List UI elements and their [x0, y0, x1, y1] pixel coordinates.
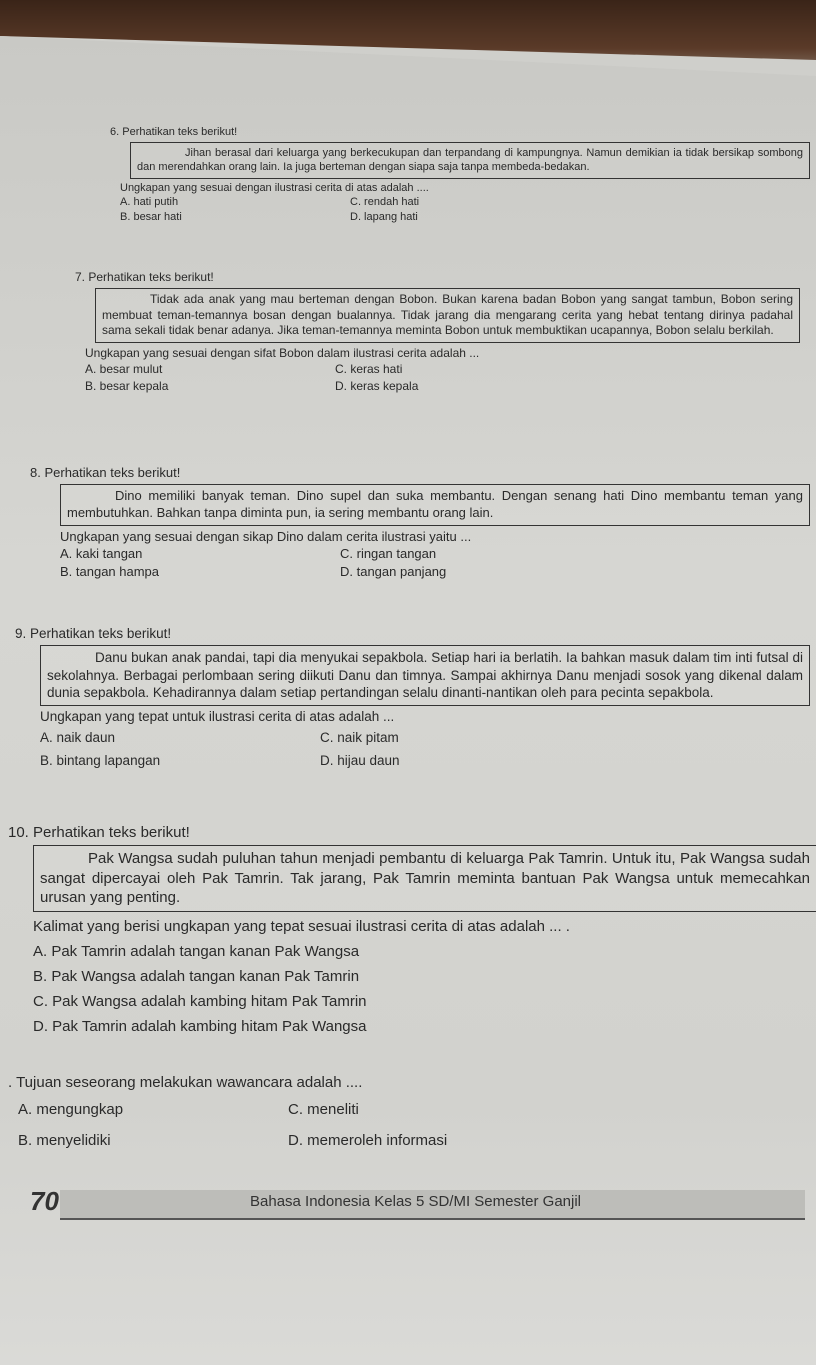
option-d[interactable]: D. Pak Tamrin adalah kambing hitam Pak Wangsa: [33, 1017, 367, 1035]
question-head: Perhatikan teks berikut!: [33, 824, 190, 841]
option-a[interactable]: A. kaki tangan: [60, 545, 143, 561]
option-b[interactable]: B. tangan hampa: [60, 563, 160, 579]
option-a[interactable]: A. Pak Tamrin adalah tangan kanan Pak Wangsa: [33, 942, 360, 960]
option-c[interactable]: C. rendah hati: [350, 195, 420, 208]
question-prompt: Ungkapan yang sesuai dengan sikap Dino dalam cerita ilustrasi yaitu ...: [60, 528, 472, 544]
question-number: .: [8, 1074, 13, 1091]
options: [85, 362, 585, 393]
question-prompt: Ungkapan yang tepat untuk ilustrasi cerita di atas adalah ...: [40, 708, 395, 724]
option-c[interactable]: C. Pak Wangsa adalah kambing hitam Pak Tamrin: [33, 992, 367, 1010]
page-footer: [0, 1182, 816, 1218]
question-9: [15, 626, 810, 768]
options: [120, 196, 580, 223]
question-head: Perhatikan teks berikut!: [30, 626, 172, 641]
option-c[interactable]: C. meneliti: [288, 1101, 359, 1118]
option-a[interactable]: A. naik daun: [40, 729, 116, 745]
option-b[interactable]: B. besar hati: [120, 210, 182, 223]
option-b[interactable]: B. bintang lapangan: [40, 752, 161, 768]
passage-box: Dino memiliki banyak teman. Dino supel dan suka membantu. Dengan senang hati Dino membantu teman yang membutuhkan. Bahkan tanpa diminta pun, ia sering membantu orang lain.: [60, 484, 810, 526]
option-c[interactable]: C. keras hati: [335, 361, 403, 376]
passage-box: Danu bukan anak pandai, tapi dia menyukai sepakbola. Setiap hari ia berlatih. Ia bahkan masuk dalam tim inti futsal di sekolahnya. Berbagai perlombaan sering diikuti Danu dan timnya. Sampai akhirnya Danu menjadi sosok yang dikenal dalam dunia sepakbola. Kehadirannya dalam setiap pertandingan selalu dinanti-nantikan oleh para pecinta sepakbola.: [40, 645, 810, 706]
options: [18, 1101, 558, 1149]
passage-box: Pak Wangsa sudah puluhan tahun menjadi pembantu di keluarga Pak Tamrin. Untuk itu, Pak Wangsa sudah sangat dipercayai oleh Pak Tamrin. Tak jarang, Pak Tamrin meminta bantuan Pak Wangsa untuk memecahkan urusan yang penting.: [33, 845, 816, 912]
option-c[interactable]: C. naik pitam: [320, 729, 399, 745]
page-number: 70: [30, 1186, 59, 1216]
question-10: [8, 824, 816, 1035]
option-b[interactable]: B. Pak Wangsa adalah tangan kanan Pak Tamrin: [33, 967, 360, 985]
option-b[interactable]: B. menyelidiki: [18, 1132, 111, 1149]
option-a[interactable]: A. mengungkap: [18, 1101, 124, 1118]
question-head: Perhatikan teks berikut!: [88, 270, 214, 284]
option-d[interactable]: D. lapang hati: [350, 210, 418, 223]
footer-text: Bahasa Indonesia Kelas 5 SD/MI Semester Ganjil: [250, 1193, 582, 1210]
question-7: [75, 270, 800, 393]
passage-box: Tidak ada anak yang mau berteman dengan Bobon. Bukan karena badan Bobon yang sangat tambun, Bobon sering membuat teman-temannya bosan dengan bualannya. Tidak jarang dia mengarang cerita yang hebat tentang dirinya padahal sama sekali tidak benar adanya. Jika teman-temannya meminta Bobon untuk membuktikan ucapannya, Bobon selalu berkilah.: [95, 288, 800, 343]
options: [60, 546, 620, 579]
question-number: 7.: [75, 270, 86, 284]
question-number: 9.: [15, 626, 27, 641]
question-prompt: Ungkapan yang sesuai dengan sifat Bobon dalam ilustrasi cerita adalah ...: [85, 345, 480, 360]
question-number: 6.: [110, 126, 120, 138]
options: [40, 730, 600, 768]
question-6: [110, 126, 810, 223]
question-8: [30, 465, 810, 579]
option-d[interactable]: D. memeroleh informasi: [288, 1132, 448, 1149]
question-head: Perhatikan teks berikut!: [44, 465, 181, 480]
option-d[interactable]: D. tangan panjang: [340, 563, 447, 579]
question-prompt: Tujuan seseorang melakukan wawancara adalah ....: [16, 1074, 363, 1091]
option-b[interactable]: B. besar kepala: [85, 378, 169, 393]
question-number: 8.: [30, 465, 41, 480]
options: [33, 943, 816, 1035]
passage-box: Jihan berasal dari keluarga yang berkecukupan dan terpandang di kampungnya. Namun demikian ia tidak bersikap sombong dan merendahkan orang lain. Ia juga berteman dengan siapa saja tanpa membeda-bedakan.: [130, 142, 810, 179]
option-a[interactable]: A. hati putih: [120, 195, 179, 208]
question-11: [8, 1074, 708, 1149]
option-d[interactable]: D. keras kepala: [335, 378, 419, 393]
question-prompt: Ungkapan yang sesuai dengan ilustrasi cerita di atas adalah ....: [120, 181, 429, 194]
option-a[interactable]: A. besar mulut: [85, 361, 163, 376]
option-c[interactable]: C. ringan tangan: [340, 545, 437, 561]
option-d[interactable]: D. hijau daun: [320, 752, 400, 768]
question-number: 10.: [8, 824, 29, 841]
question-prompt: Kalimat yang berisi ungkapan yang tepat sesuai ilustrasi cerita di atas adalah ... .: [33, 917, 570, 935]
question-head: Perhatikan teks berikut!: [122, 126, 238, 138]
